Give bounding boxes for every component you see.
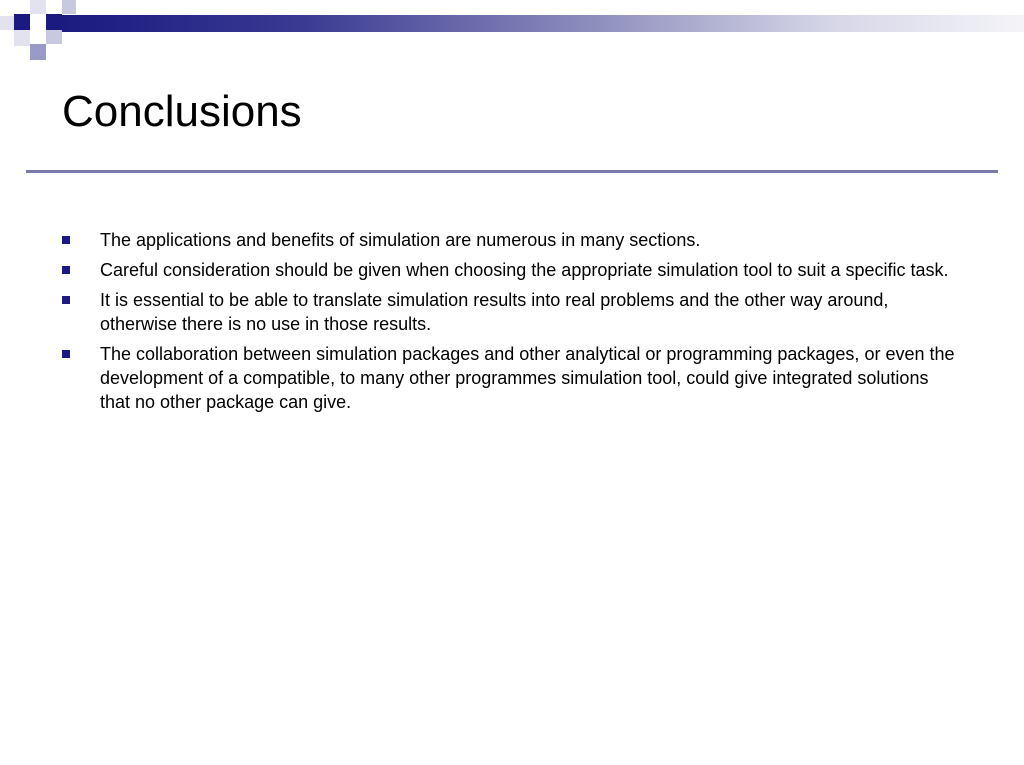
decor-square xyxy=(14,30,30,46)
bullet-item xyxy=(62,258,962,282)
bullet-text: It is essential to be able to translate simulation results into real problems and the other way around, otherwise there is no use in those results. xyxy=(100,290,889,334)
bullet-text: The collaboration between simulation packages and other analytical or programming packages, or even the development of a compatible, to many other programmes simulation tool, could give integrated solutions that no other package can give. xyxy=(100,344,955,412)
decor-square xyxy=(62,0,76,14)
bullet-text: The applications and benefits of simulation are numerous in many sections. xyxy=(100,230,701,250)
square-bullet-icon xyxy=(62,296,70,304)
bullet-text: Careful consideration should be given when choosing the appropriate simulation tool to suit a specific task. xyxy=(100,260,949,280)
bullet-item xyxy=(62,228,962,252)
bullet-list xyxy=(62,228,962,420)
decor-square xyxy=(46,14,62,30)
decor-square xyxy=(30,0,46,14)
decor-square xyxy=(14,14,30,30)
header-gradient-bar xyxy=(62,15,1024,32)
decor-square xyxy=(46,30,62,44)
bullet-item xyxy=(62,342,962,414)
square-bullet-icon xyxy=(62,236,70,244)
square-bullet-icon xyxy=(62,266,70,274)
slide-title: Conclusions xyxy=(62,87,302,136)
bullet-item xyxy=(62,288,962,336)
title-divider xyxy=(26,170,998,173)
decor-square xyxy=(30,44,46,60)
decor-square xyxy=(0,16,14,30)
square-bullet-icon xyxy=(62,350,70,358)
